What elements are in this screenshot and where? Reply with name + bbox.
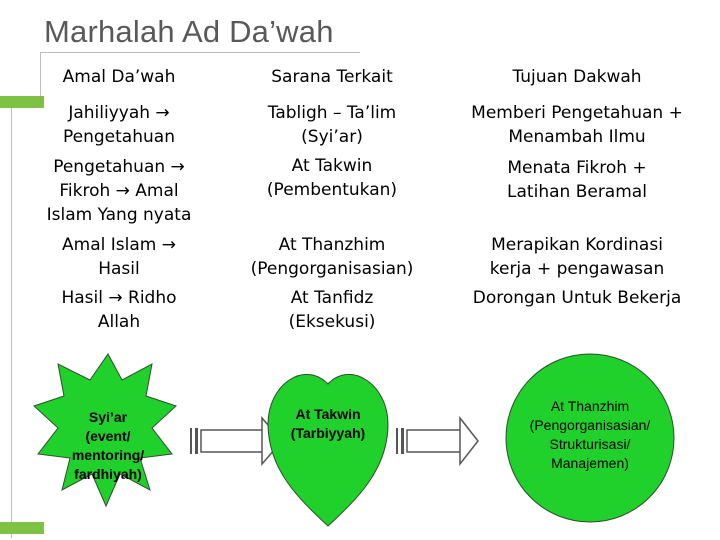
table-row bbox=[24, 98, 704, 152]
cell-line: Pengetahuan → bbox=[53, 157, 185, 177]
cell-line: Pengetahuan bbox=[63, 127, 175, 147]
table-cell bbox=[214, 98, 450, 152]
table-cell bbox=[214, 284, 450, 338]
shape-line: (Pengorganisasian/ bbox=[529, 417, 651, 433]
cell-line: (Pengorganisasian) bbox=[250, 259, 414, 279]
row-accent bbox=[20, 96, 38, 108]
circle-label bbox=[510, 397, 670, 473]
table-cell bbox=[450, 98, 704, 152]
shape-line: (Tarbiyyah) bbox=[290, 425, 366, 441]
cell-line: (Eksekusi) bbox=[288, 312, 376, 332]
cell-line: At Tanfidz bbox=[290, 288, 374, 308]
table-cell bbox=[450, 230, 704, 284]
cell-line: At Takwin bbox=[291, 156, 373, 176]
shape-line: mentoring/ bbox=[71, 447, 145, 463]
table-cell bbox=[24, 284, 214, 338]
cell-line: Tabligh – Ta’lim bbox=[267, 103, 397, 123]
table-row bbox=[24, 230, 704, 284]
table-header-row bbox=[24, 56, 704, 98]
table-cell bbox=[450, 152, 704, 230]
striped-arrow-icon bbox=[396, 418, 478, 464]
shape-line: Syi’ar bbox=[88, 409, 128, 425]
cell-line: Amal Islam → bbox=[62, 235, 176, 255]
heart-label bbox=[268, 405, 388, 443]
cell-line: Dorongan Untuk Bekerja bbox=[472, 288, 682, 308]
shape-line: (event/ bbox=[85, 428, 131, 444]
cell-line: Merapikan Kordinasi bbox=[491, 235, 663, 255]
header-sarana-terkait: Sarana Terkait bbox=[271, 67, 393, 87]
shape-line: fardhiyah) bbox=[74, 466, 142, 482]
title-underline bbox=[40, 52, 360, 53]
table-row bbox=[24, 284, 704, 338]
cell-line: (Syi’ar) bbox=[301, 127, 363, 147]
cell-line: Islam Yang nyata bbox=[46, 205, 192, 225]
cell-line: (Pembentukan) bbox=[266, 180, 398, 200]
table-cell bbox=[24, 152, 214, 230]
table-row bbox=[24, 152, 704, 230]
heart-shape bbox=[268, 374, 388, 526]
shape-line: At Thanzhim bbox=[550, 398, 630, 414]
cell-line: Hasil → Ridho bbox=[61, 288, 177, 308]
shape-line: Manajemen) bbox=[551, 455, 629, 471]
cell-line: Menambah Ilmu bbox=[508, 127, 646, 147]
header-tujuan-dakwah: Tujuan Dakwah bbox=[512, 67, 642, 87]
shape-line: Strukturisasi/ bbox=[549, 436, 631, 452]
cell-line: Allah bbox=[97, 312, 141, 332]
cell-line: Hasil bbox=[98, 259, 140, 279]
header-amal-dawah: Amal Da’wah bbox=[62, 67, 176, 87]
cell-line: kerja + pengawasan bbox=[489, 259, 665, 279]
cell-line: Fikroh → Amal bbox=[59, 181, 179, 201]
cell-line: At Thanzhim bbox=[278, 235, 386, 255]
table-cell bbox=[214, 152, 450, 230]
cell-line: Latihan Beramal bbox=[507, 182, 647, 202]
cell-line: Memberi Pengetahuan + bbox=[471, 103, 683, 123]
marhalah-table bbox=[24, 56, 704, 338]
starburst-label bbox=[48, 408, 168, 484]
table-cell bbox=[214, 230, 450, 284]
cell-line: Jahiliyyah → bbox=[68, 103, 170, 123]
cell-line: Menata Fikroh + bbox=[507, 158, 647, 178]
table-cell bbox=[24, 230, 214, 284]
table-cell bbox=[450, 284, 704, 338]
page-title: Marhalah Ad Da’wah bbox=[44, 14, 334, 49]
table-cell bbox=[24, 98, 214, 152]
shape-line: At Takwin bbox=[295, 406, 361, 422]
